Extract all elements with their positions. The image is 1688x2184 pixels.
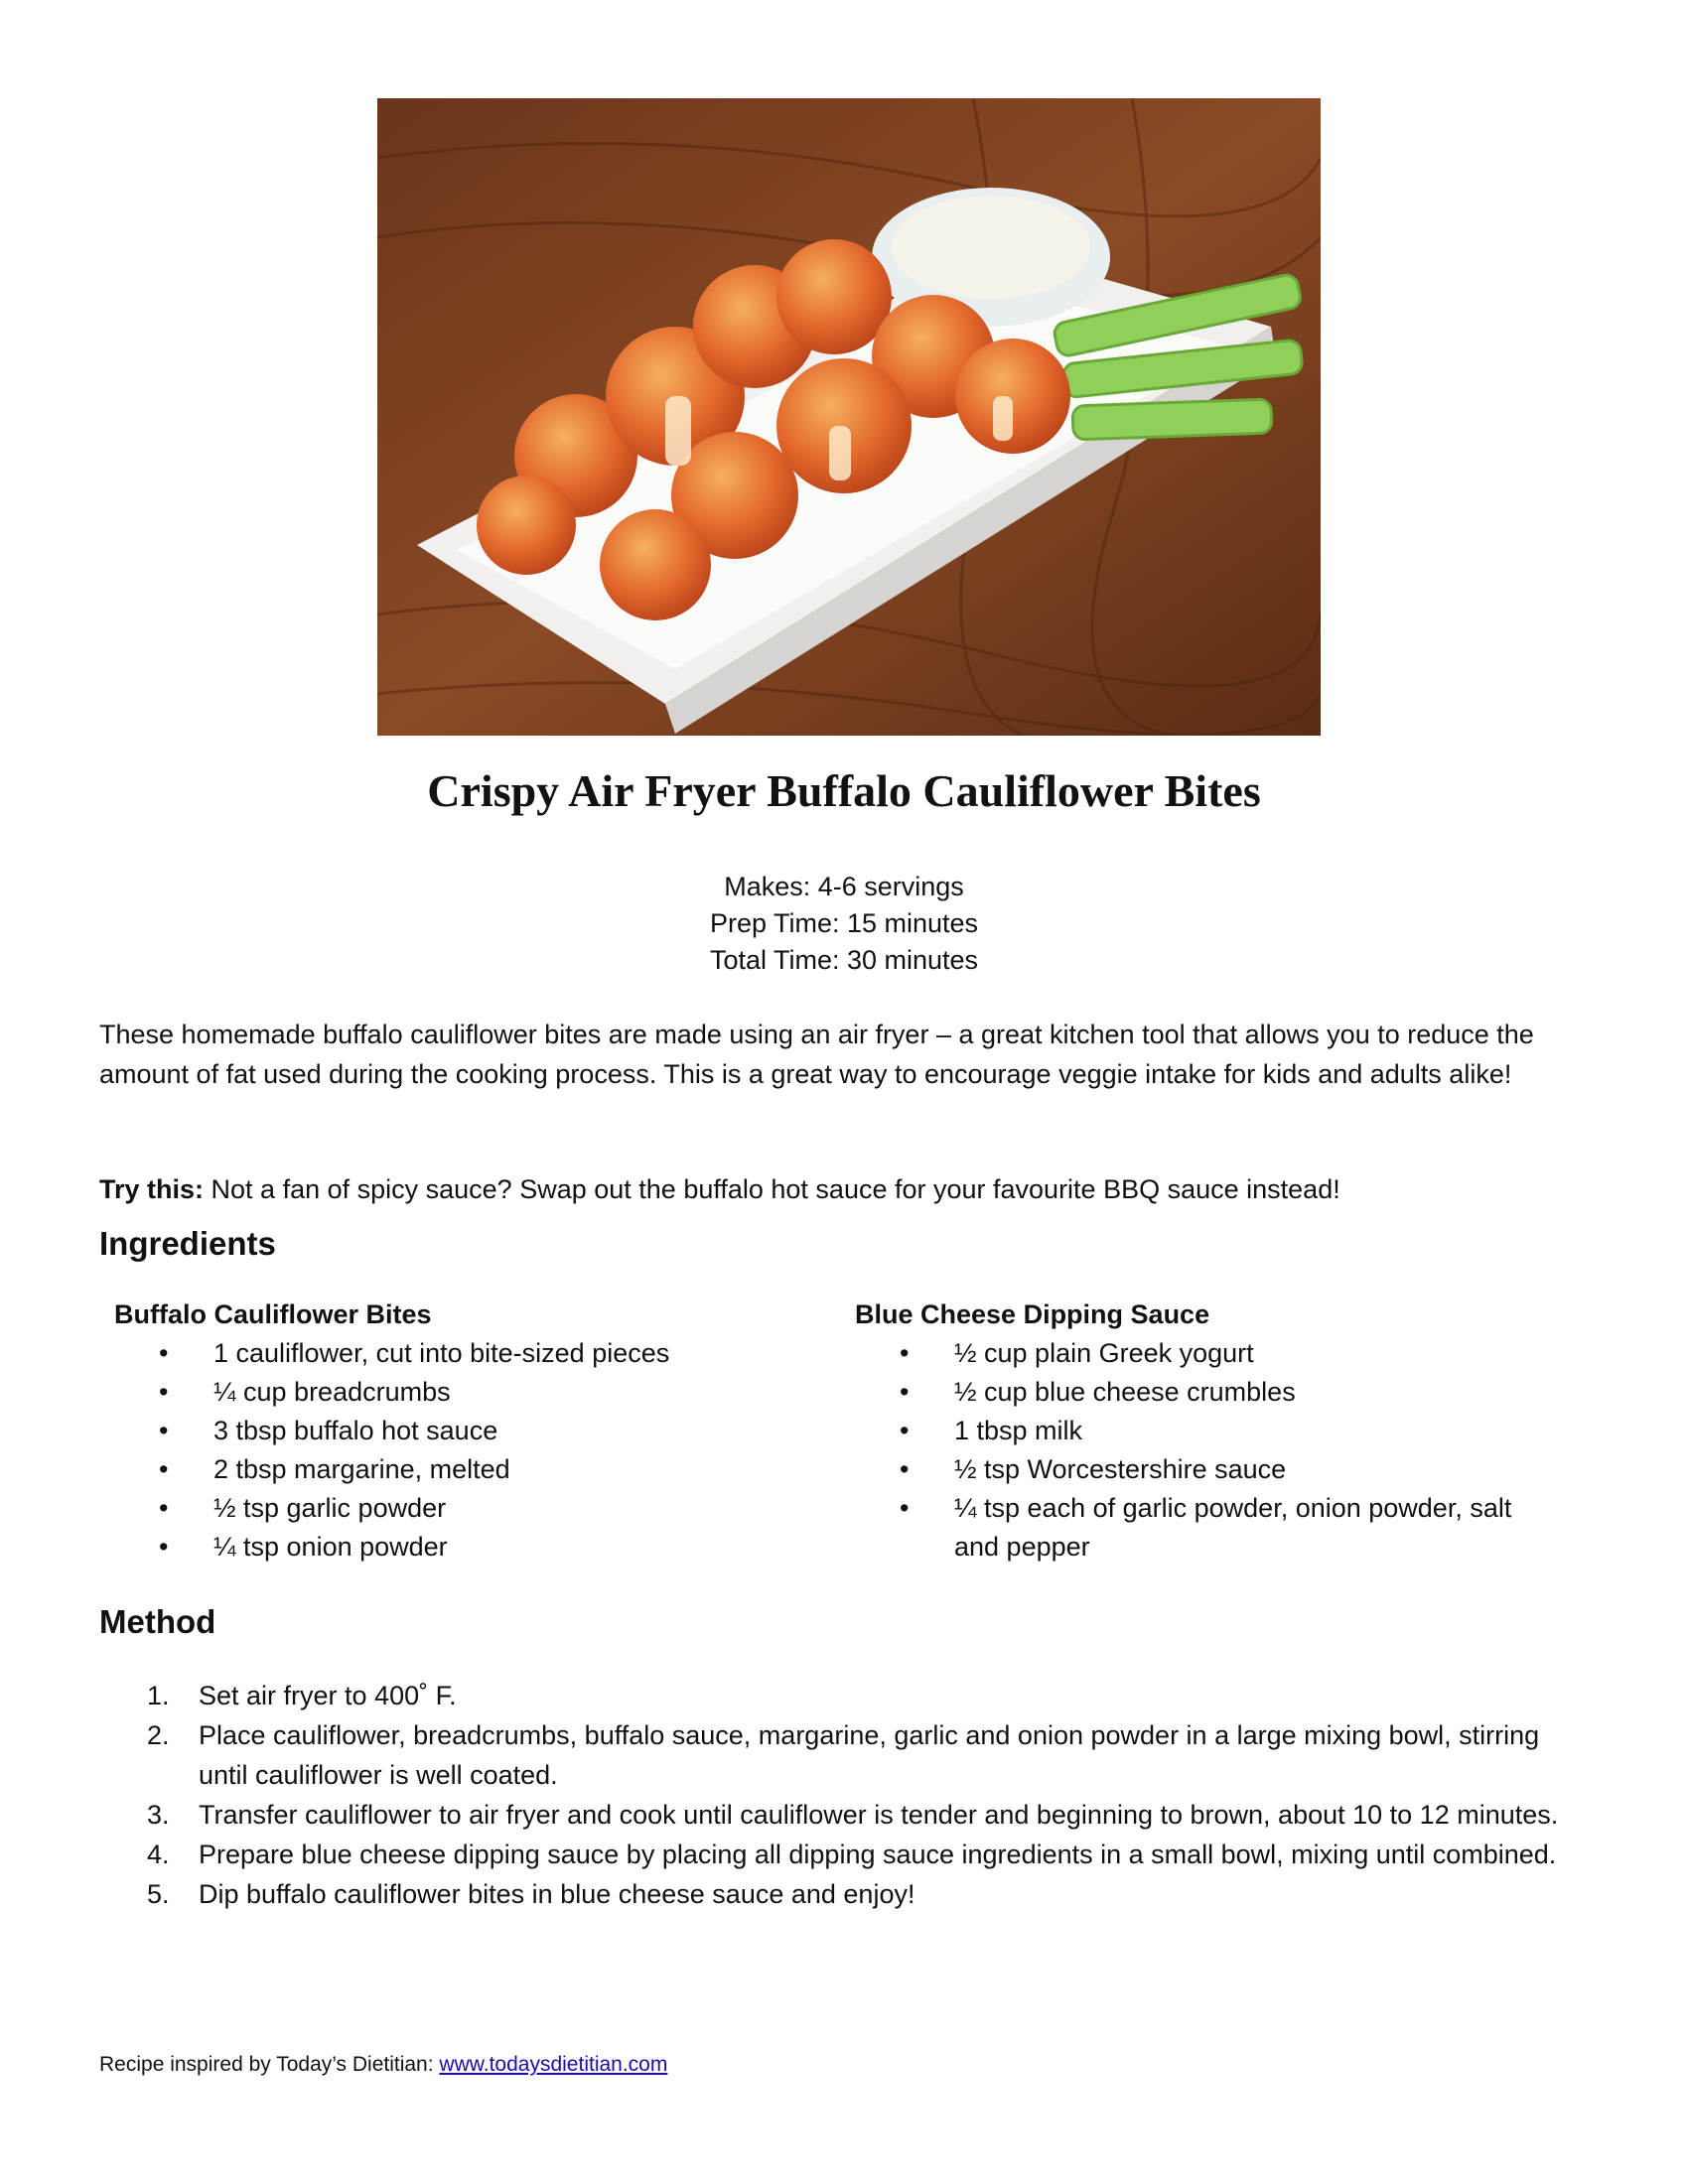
bullet: •	[159, 1493, 169, 1523]
sauce-list	[855, 1334, 1550, 1567]
recipe-photo	[377, 98, 1321, 736]
ingredients-heading: Ingredients	[99, 1225, 276, 1262]
step-number: 4.	[147, 1840, 170, 1869]
bullet: •	[159, 1338, 169, 1368]
list-item: • ½ cup plain Greek yogurt	[855, 1334, 1550, 1373]
list-item: • ¼ tsp onion powder	[114, 1528, 750, 1567]
step-text: Place cauliflower, breadcrumbs, buffalo sauce, margarine, garlic and onion powder in a large mixing bowl, stirring until cauliflower is well coated.	[199, 1720, 1540, 1790]
list-item: • 1 cauliflower, cut into bite-sized pieces	[114, 1334, 750, 1373]
try-this-tip	[99, 1169, 1599, 1209]
step-number: 1.	[147, 1681, 170, 1710]
list-item: • ¼ tsp each of garlic powder, onion powder, salt and pepper	[855, 1489, 1550, 1567]
list-item: • ¼ cup breadcrumbs	[114, 1373, 750, 1412]
bites-list	[114, 1334, 750, 1567]
footer-credit	[99, 2053, 667, 2077]
method-step	[99, 1835, 1559, 1874]
bullet: •	[900, 1493, 910, 1523]
bullet: •	[159, 1377, 169, 1407]
list-item: • ½ tsp Worcestershire sauce	[855, 1450, 1550, 1489]
bullet: •	[159, 1416, 169, 1445]
cauliflower-photo-illustration	[377, 98, 1321, 736]
list-item: • ½ tsp garlic powder	[114, 1489, 750, 1528]
step-number: 5.	[147, 1879, 170, 1909]
try-this-label: Try this:	[99, 1174, 205, 1204]
step-text: Set air fryer to 400˚ F.	[199, 1681, 457, 1710]
intro-paragraph: These homemade buffalo cauliflower bites are made using an air fryer – a great kitchen tool that allows you to reduce the amount of fat used during the cooking process. This is a great way to encourage veggie intake for kids and adults alike!	[99, 1020, 1534, 1089]
method-step	[99, 1715, 1559, 1795]
bullet: •	[900, 1416, 910, 1445]
recipe-title: Crispy Air Fryer Buffalo Cauliflower Bites	[427, 765, 1261, 816]
step-number: 3.	[147, 1800, 170, 1830]
step-text: Transfer cauliflower to air fryer and cook until cauliflower is tender and beginning to brown, about 10 to 12 minutes.	[199, 1800, 1559, 1830]
method-step	[99, 1874, 1559, 1914]
bullet: •	[900, 1338, 910, 1368]
method-steps	[99, 1676, 1559, 1914]
list-item: • 3 tbsp buffalo hot sauce	[114, 1412, 750, 1450]
step-text: Prepare blue cheese dipping sauce by placing all dipping sauce ingredients in a small bowl, mixing until combined.	[199, 1840, 1557, 1869]
footer-text: Recipe inspired by Today’s Dietitian:	[99, 2053, 440, 2076]
dietitian-link[interactable]: www.todaysdietitian.com	[439, 2053, 668, 2076]
method-step	[99, 1676, 1559, 1715]
method-step	[99, 1795, 1559, 1835]
step-number: 2.	[147, 1720, 170, 1750]
step-text: Dip buffalo cauliflower bites in blue cheese sauce and enjoy!	[199, 1879, 915, 1909]
servings: Makes: 4-6 servings	[724, 872, 964, 901]
bullet: •	[159, 1454, 169, 1484]
list-item: • ½ cup blue cheese crumbles	[855, 1373, 1550, 1412]
bites-ingredients	[114, 1295, 750, 1567]
total-time: Total Time: 30 minutes	[709, 945, 979, 975]
method-heading: Method	[99, 1603, 216, 1640]
bites-heading: Buffalo Cauliflower Bites	[114, 1299, 432, 1329]
try-this-text: Not a fan of spicy sauce? Swap out the buffalo hot sauce for your favourite BBQ sauce instead!	[204, 1174, 1340, 1204]
list-item: • 2 tbsp margarine, melted	[114, 1450, 750, 1489]
list-item: • 1 tbsp milk	[855, 1412, 1550, 1450]
bullet: •	[900, 1454, 910, 1484]
bullet: •	[900, 1377, 910, 1407]
bullet: •	[159, 1532, 169, 1562]
sauce-ingredients	[855, 1295, 1550, 1567]
prep-time: Prep Time: 15 minutes	[709, 908, 979, 938]
recipe-meta	[0, 869, 1688, 979]
sauce-heading: Blue Cheese Dipping Sauce	[855, 1299, 1210, 1329]
